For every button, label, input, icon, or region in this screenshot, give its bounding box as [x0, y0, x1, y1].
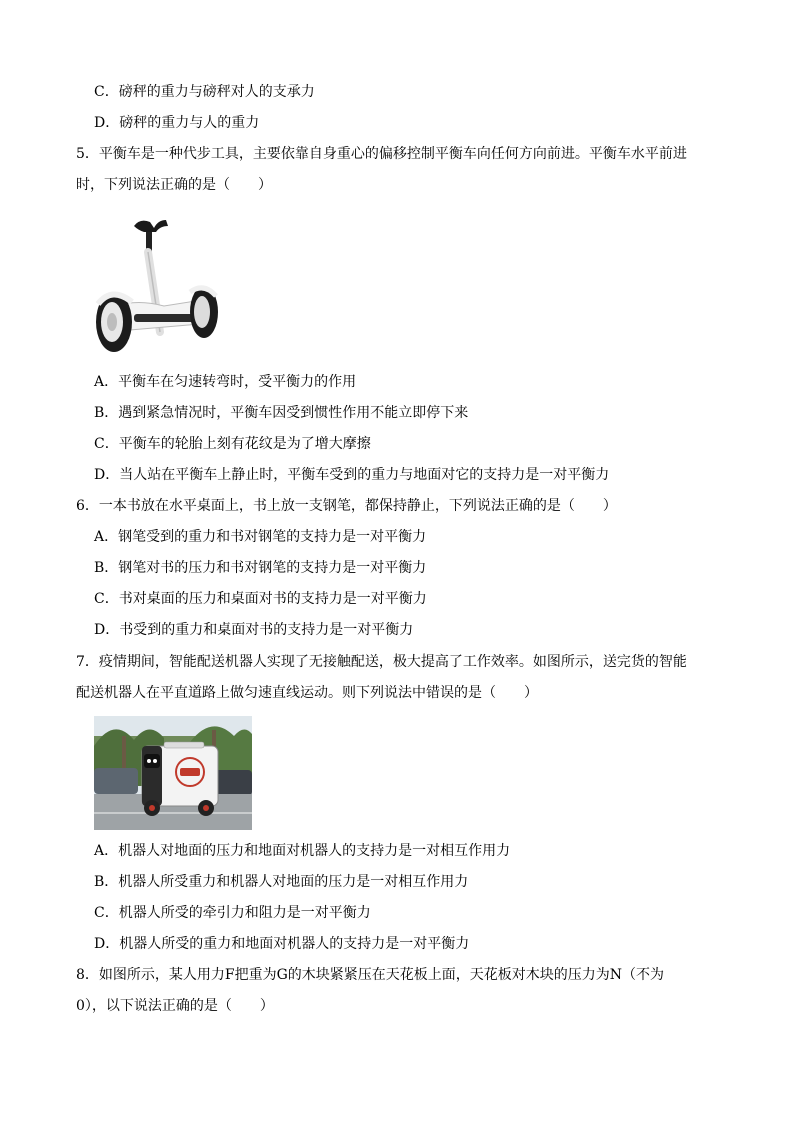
- q7-option-a: A．机器人对地面的压力和地面对机器人的支持力是一对相互作用力: [94, 843, 511, 859]
- q6-stem-line1: 6．一本书放在水平桌面上，书上放一支钢笔，都保持静止，下列说法正确的是（ ）: [76, 498, 617, 514]
- q5-option-c: C．平衡车的轮胎上刻有花纹是为了增大摩擦: [94, 436, 371, 452]
- q6-option-a: A．钢笔受到的重力和书对钢笔的支持力是一对平衡力: [94, 529, 427, 545]
- q4-option-d: D．磅秤的重力与人的重力: [94, 115, 260, 131]
- q5-stem-line2: 时，下列说法正确的是（ ）: [76, 177, 272, 193]
- q4-option-c: C．磅秤的重力与磅秤对人的支承力: [94, 84, 315, 100]
- q5-option-d: D．当人站在平衡车上静止时，平衡车受到的重力与地面对它的支持力是一对平衡力: [94, 467, 610, 483]
- q7-stem-line1: 7．疫情期间，智能配送机器人实现了无接触配送，极大提高了工作效率。如图所示，送完货的智能: [76, 654, 687, 670]
- q5-option-b: B．遇到紧急情况时，平衡车因受到惯性作用不能立即停下来: [94, 405, 469, 421]
- q5-stem-line1: 5．平衡车是一种代步工具，主要依靠自身重心的偏移控制平衡车向任何方向前进。平衡车水平前进: [76, 146, 687, 162]
- q5-option-a: A．平衡车在匀速转弯时，受平衡力的作用: [94, 374, 357, 390]
- q8-stem-line2: 0），以下说法正确的是（ ）: [76, 998, 274, 1014]
- q7-stem-line2: 配送机器人在平直道路上做匀速直线运动。则下列说法中错误的是（ ）: [76, 685, 538, 701]
- q7-option-c: C．机器人所受的牵引力和阻力是一对平衡力: [94, 905, 371, 921]
- q7-option-d: D．机器人所受的重力和地面对机器人的支持力是一对平衡力: [94, 936, 470, 952]
- q6-option-b: B．钢笔对书的压力和书对钢笔的支持力是一对平衡力: [94, 560, 427, 576]
- delivery-robot-photo: [94, 716, 252, 830]
- q8-stem-line1: 8．如图所示，某人用力F把重为G的木块紧紧压在天花板上面，天花板对木块的压力为N（不为: [76, 967, 665, 983]
- balance-scooter-image: [94, 212, 222, 358]
- q6-option-d: D．书受到的重力和桌面对书的支持力是一对平衡力: [94, 622, 414, 638]
- q7-option-b: B．机器人所受重力和机器人对地面的压力是一对相互作用力: [94, 874, 469, 890]
- q6-option-c: C．书对桌面的压力和桌面对书的支持力是一对平衡力: [94, 591, 427, 607]
